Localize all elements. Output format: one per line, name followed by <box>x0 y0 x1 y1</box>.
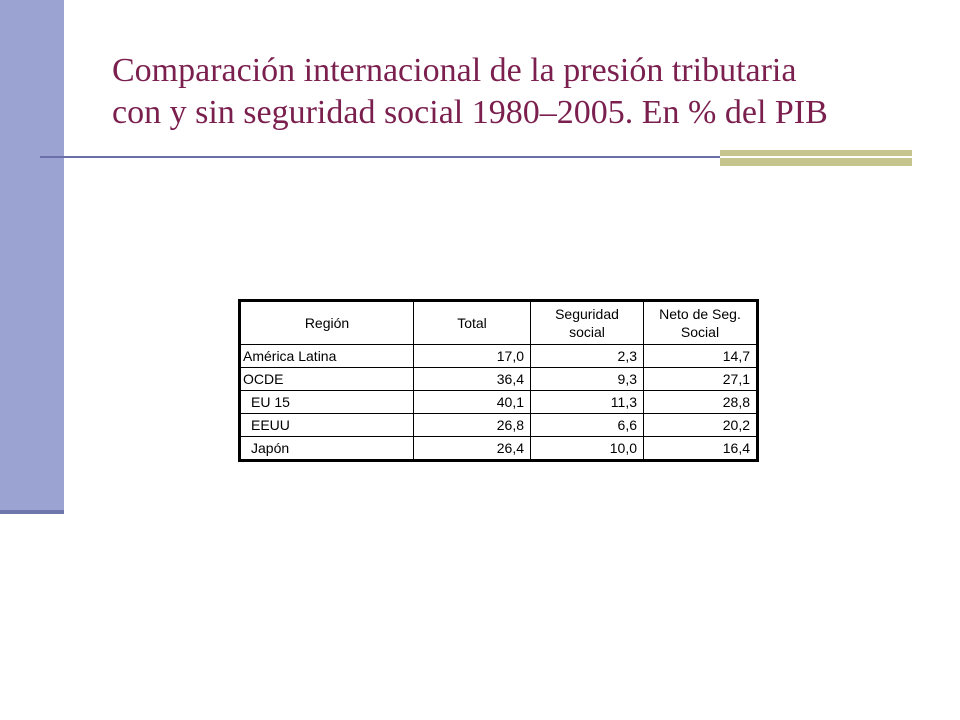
slide-title-line-1: Comparación internacional de la presión tributaria <box>112 52 797 89</box>
tax-comparison-table <box>240 301 757 460</box>
table-header-row <box>241 302 757 345</box>
slide-title <box>112 50 932 134</box>
cell-region: Japón <box>241 437 414 460</box>
slide-title-line-2: con y sin seguridad social 1980–2005. En % del PIB <box>112 94 828 131</box>
left-accent-bar <box>0 0 64 512</box>
header-neto-line-1: Neto de Seg. <box>659 306 741 322</box>
cell-total: 26,4 <box>414 437 531 460</box>
table-row <box>241 414 757 437</box>
title-divider-accent <box>720 150 912 166</box>
table-row <box>241 368 757 391</box>
cell-region: EEUU <box>241 414 414 437</box>
header-seguridad-social-line-2: social <box>569 324 605 340</box>
table-row <box>241 391 757 414</box>
cell-total: 26,8 <box>414 414 531 437</box>
table-row <box>241 345 757 368</box>
cell-total: 36,4 <box>414 368 531 391</box>
header-total: Total <box>414 302 531 345</box>
cell-total: 17,0 <box>414 345 531 368</box>
cell-neto: 28,8 <box>644 391 757 414</box>
header-neto-line-2: Social <box>680 324 720 340</box>
cell-seguridad-social: 6,6 <box>531 414 644 437</box>
cell-seguridad-social: 10,0 <box>531 437 644 460</box>
cell-region: OCDE <box>241 368 414 391</box>
cell-neto: 27,1 <box>644 368 757 391</box>
header-seguridad-social <box>531 302 644 345</box>
left-accent-bar-shadow <box>0 510 64 514</box>
header-seguridad-social-line-1: Seguridad <box>555 306 619 322</box>
cell-neto: 14,7 <box>644 345 757 368</box>
cell-neto: 20,2 <box>644 414 757 437</box>
header-region: Región <box>241 302 414 345</box>
cell-seguridad-social: 11,3 <box>531 391 644 414</box>
cell-total: 40,1 <box>414 391 531 414</box>
tax-comparison-table-frame <box>238 299 759 462</box>
cell-seguridad-social: 2,3 <box>531 345 644 368</box>
table-row <box>241 437 757 460</box>
cell-region: EU 15 <box>241 391 414 414</box>
cell-seguridad-social: 9,3 <box>531 368 644 391</box>
header-neto <box>644 302 757 345</box>
cell-region: América Latina <box>241 345 414 368</box>
cell-neto: 16,4 <box>644 437 757 460</box>
